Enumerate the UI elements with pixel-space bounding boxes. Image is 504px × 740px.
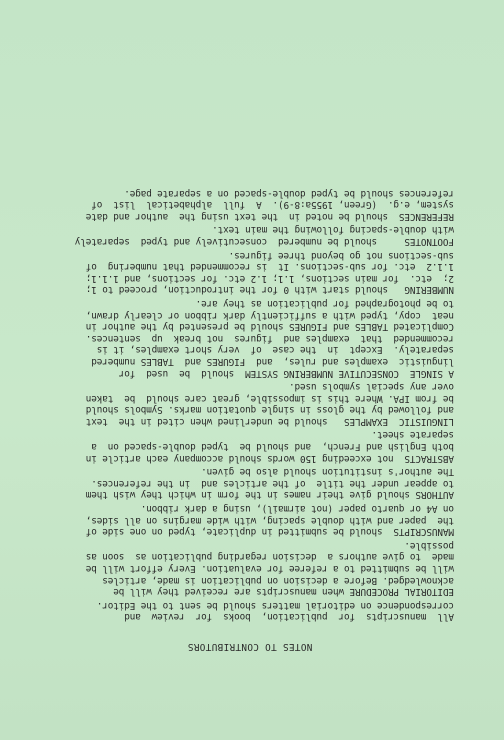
text-line: acknowledged. Before a decision on publication is made, articles <box>102 574 454 586</box>
paragraph <box>46 381 454 427</box>
text-line: separate sheet. <box>371 429 454 441</box>
paragraph-list <box>46 187 454 622</box>
text-line: MANUSCRIPTS should be submitted in duplicate, typed on one side of <box>85 526 454 538</box>
paragraph <box>46 297 454 378</box>
text-line: neat copy, typed with a sufficiently dark ribbon or clearly drawn, <box>85 309 454 321</box>
paragraph <box>46 429 454 464</box>
text-line: LINGUISTIC EXAMPLES should be underlined when cited in the text <box>85 415 454 427</box>
text-line: 2; etc. for main sections, 1.1; 1.2 etc. for sections, and 1.1.1; <box>85 272 454 284</box>
text-line: separately. Except in the case of very short examples, it is <box>96 344 454 356</box>
text-line: sub-sections not go beyond three figures. <box>228 249 454 261</box>
paragraph <box>46 187 454 222</box>
text-line: FOOTNOTES should be numbered consecutively and typed separately <box>74 236 454 247</box>
text-line: on A4 or quarto paper (not airmail), using a dark ribbon. <box>140 503 454 515</box>
text-line: both English and French, and should be typed double-spaced on a <box>91 441 454 453</box>
paragraph <box>46 249 454 295</box>
paragraph <box>46 599 454 622</box>
text-line: to be photographed for publication as they are. <box>195 297 454 309</box>
paragraph <box>46 539 454 597</box>
text-line: 1.1.2 etc. for sub-sections. It is recommended that numbering of <box>85 261 454 273</box>
text-line: correspondence on editorial matters should be sent to the Editor. <box>96 599 454 611</box>
text-line: made to give authors a decision regarding publication as soon as <box>85 551 454 563</box>
text-line: system, e.g. (Green, 1955a:8-9). A full alphabetical list of <box>91 199 454 211</box>
text-line: recommended that examples and figures not break up sentences. <box>85 332 454 344</box>
text-line: The author's institution should also be given. <box>201 466 454 478</box>
text-line: Complicated TABLES and FIGURES should be presented by the author in <box>85 321 454 333</box>
text-line: will be submitted to a referee for evaluation. Every effort will be <box>85 563 454 575</box>
text-line: NUMBERING should start with 0 for the introduction, proceed to 1; <box>85 284 454 296</box>
text-line: to appear under the title of the articles and in the references. <box>91 477 454 489</box>
document-body <box>46 185 454 652</box>
text-line: possible. <box>404 539 454 551</box>
text-line: and followed by the gloss in single quotation marks. Symbols should <box>85 404 454 416</box>
text-line: AUTHORS should give their names in the form in which they wish them <box>85 489 454 501</box>
paragraph <box>46 466 454 501</box>
text-line: the paper and with double spacing, with wide margins on all sides, <box>85 514 454 526</box>
text-line: REFERENCES should be noted in the text using the author and date <box>85 210 454 222</box>
text-line: A SINGLE CONSECUTIVE NUMBERING SYSTEM should be used for <box>118 367 454 379</box>
page-title: NOTES TO CONTRIBUTORS <box>187 641 313 652</box>
text-line: All manuscripts for publication, books for review and <box>124 611 454 623</box>
paragraph <box>46 224 454 247</box>
text-line: over any special symbols used. <box>289 381 454 393</box>
text-line: with double-spacing following the main text. <box>212 224 454 236</box>
text-line: EDITORIAL PROCEDURE when manuscripts are received they will be <box>113 586 454 598</box>
text-line: ABSTRACTS not exceeding 150 words should accompany each article in <box>85 452 454 464</box>
paragraph <box>46 502 454 537</box>
text-line: references should be typed double-spaced on a separate page. <box>124 187 454 199</box>
text-line: linguistic examples and rules, and FIGURES and TABLES numbered <box>91 355 454 367</box>
text-line: be from IPA. Where this is impossible, great care should be taken <box>85 392 454 404</box>
